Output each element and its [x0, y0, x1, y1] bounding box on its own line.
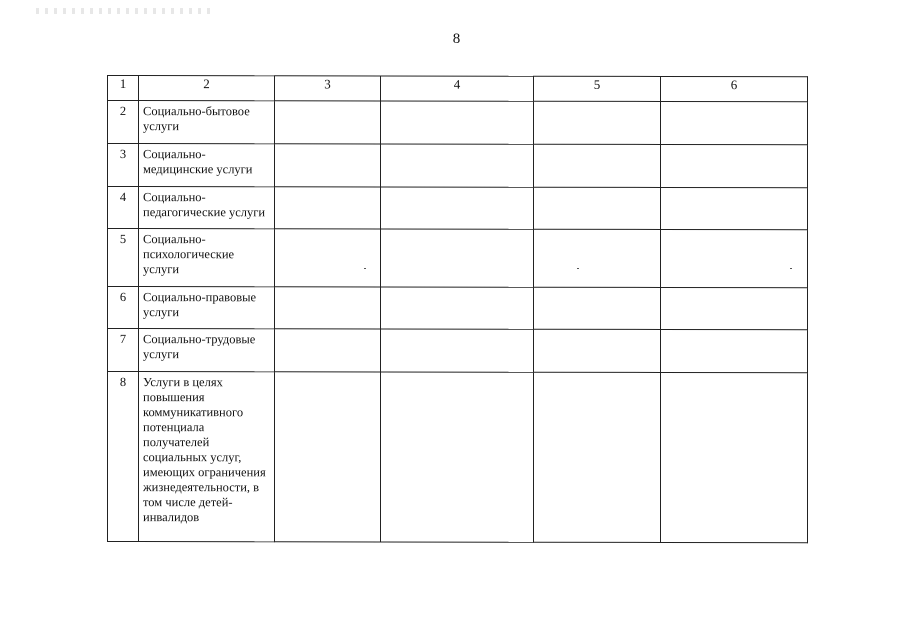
header-cell-5: 5: [534, 76, 661, 101]
empty-cell: [661, 372, 808, 542]
row-number: 5: [108, 229, 139, 287]
header-row: [108, 76, 808, 102]
empty-cell: [381, 229, 534, 287]
empty-cell: [381, 144, 534, 187]
scan-speck: [577, 268, 579, 269]
service-name: Социально-трудовые услуги: [139, 329, 275, 372]
scan-speck: [364, 268, 366, 269]
page-number: 8: [452, 31, 461, 47]
service-name: Социально-бытовое услуги: [139, 101, 275, 144]
empty-cell: [275, 229, 381, 287]
empty-cell: [275, 329, 381, 372]
service-name: Социально-медицинские услуги: [139, 144, 275, 187]
table-row: [108, 287, 808, 330]
empty-cell: [661, 287, 808, 329]
header-cell-4: 4: [381, 76, 534, 101]
empty-cell: [534, 287, 661, 329]
empty-cell: [381, 101, 534, 144]
empty-cell: [661, 229, 808, 287]
empty-cell: [381, 329, 534, 372]
table-row: [108, 329, 808, 373]
empty-cell: [661, 187, 808, 229]
table-row: [108, 229, 808, 288]
service-name: Услуги в целях повышения коммуникативного потенциала получателей социальных услуг, имеющих ограничения жизнедеятельности, в том числе детей-инвалидов: [139, 372, 275, 542]
empty-cell: [534, 372, 661, 542]
table-row: [108, 187, 808, 230]
service-name: Социально-правовые услуги: [139, 287, 275, 329]
empty-cell: [534, 144, 661, 187]
row-number: 8: [108, 372, 139, 542]
empty-cell: [381, 372, 534, 542]
empty-cell: [661, 144, 808, 187]
table-row: [108, 144, 808, 188]
empty-cell: [275, 187, 381, 229]
services-table: [107, 75, 808, 543]
header-cell-2: 2: [139, 76, 275, 101]
table-row: [108, 372, 808, 543]
row-number: 2: [108, 101, 139, 144]
empty-cell: [275, 101, 381, 144]
header-cell-1: 1: [108, 76, 139, 101]
empty-cell: [534, 229, 661, 287]
empty-cell: [534, 101, 661, 144]
empty-cell: [661, 101, 808, 144]
table-row: [108, 101, 808, 145]
empty-cell: [381, 287, 534, 329]
empty-cell: [275, 144, 381, 187]
empty-cell: [275, 287, 381, 329]
row-number: 7: [108, 329, 139, 372]
scan-artifact: [36, 8, 216, 14]
header-cell-6: 6: [661, 76, 808, 101]
service-name: Социально-психологические услуги: [139, 229, 275, 287]
empty-cell: [381, 187, 534, 229]
header-cell-3: 3: [275, 76, 381, 101]
scan-speck: [790, 268, 792, 269]
empty-cell: [661, 329, 808, 372]
empty-cell: [275, 372, 381, 542]
empty-cell: [534, 187, 661, 229]
row-number: 3: [108, 144, 139, 187]
empty-cell: [534, 329, 661, 372]
row-number: 6: [108, 287, 139, 329]
row-number: 4: [108, 187, 139, 229]
service-name: Социально-педагогические услуги: [139, 187, 275, 229]
